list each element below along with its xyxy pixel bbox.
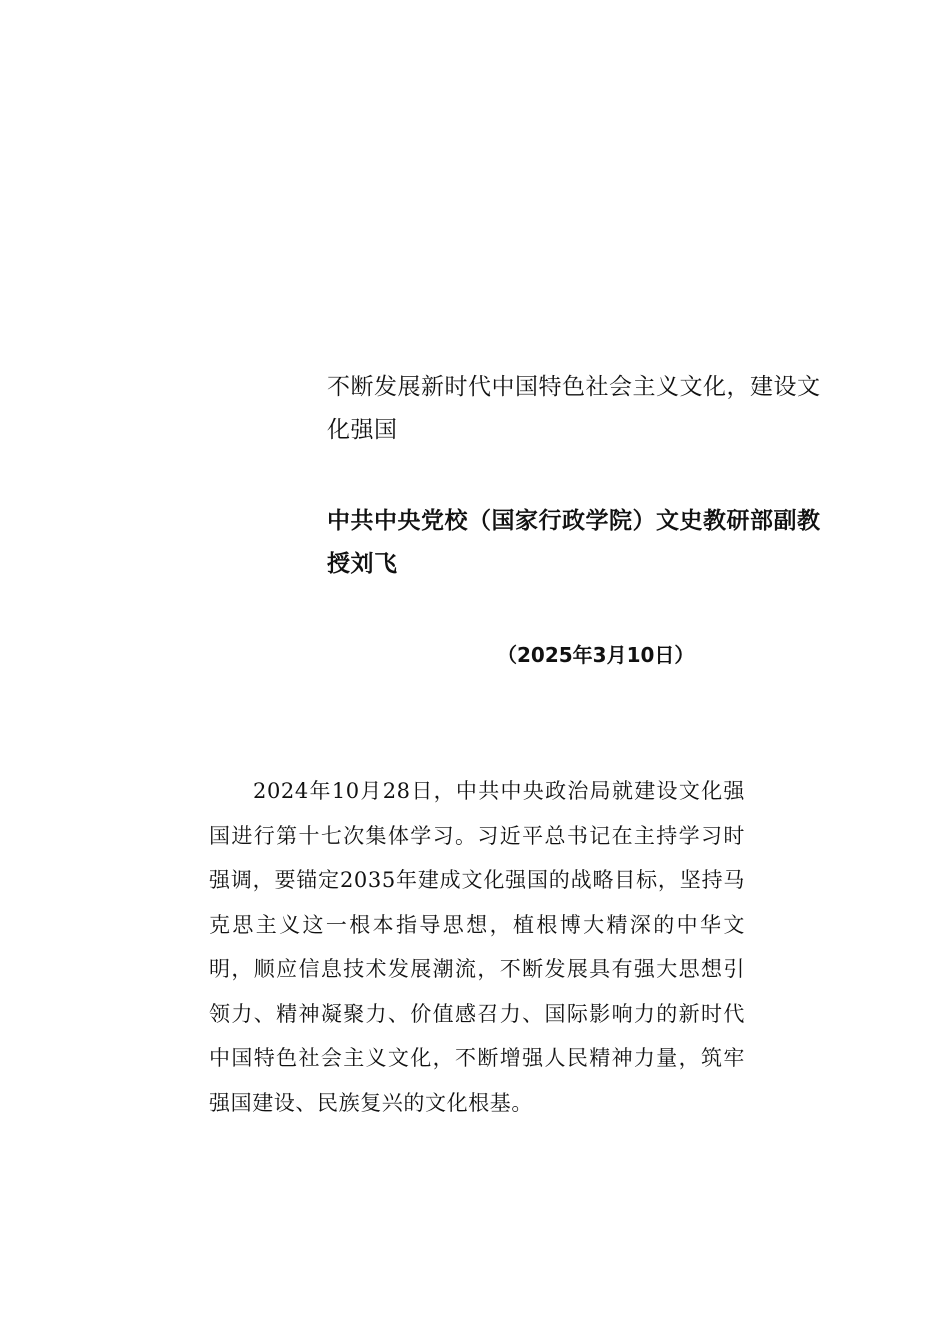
author-line: 中共中央党校（国家行政学院）文史教研部副教授刘飞: [327, 508, 821, 577]
body-paragraph: 2024年10月28日，中共中央政治局就建设文化强国进行第十七次集体学习。习近平总书记在主持学习时强调，要锚定2035年建成文化强国的战略目标，坚持马克思主义这一根本指导思想，植根博大精深的中华文明，顺应信息技术发展潮流，不断发展具有强大思想引领力、精神凝聚力、价值感召力、国际影响力的新时代中国特色社会主义文化，不断增强人民精神力量，筑牢强国建设、民族复兴的文化根基。: [209, 779, 745, 1115]
document-title: 不断发展新时代中国特色社会主义文化，建设文化强国: [327, 374, 821, 443]
document-date: （2025年3月10日）: [497, 643, 695, 667]
